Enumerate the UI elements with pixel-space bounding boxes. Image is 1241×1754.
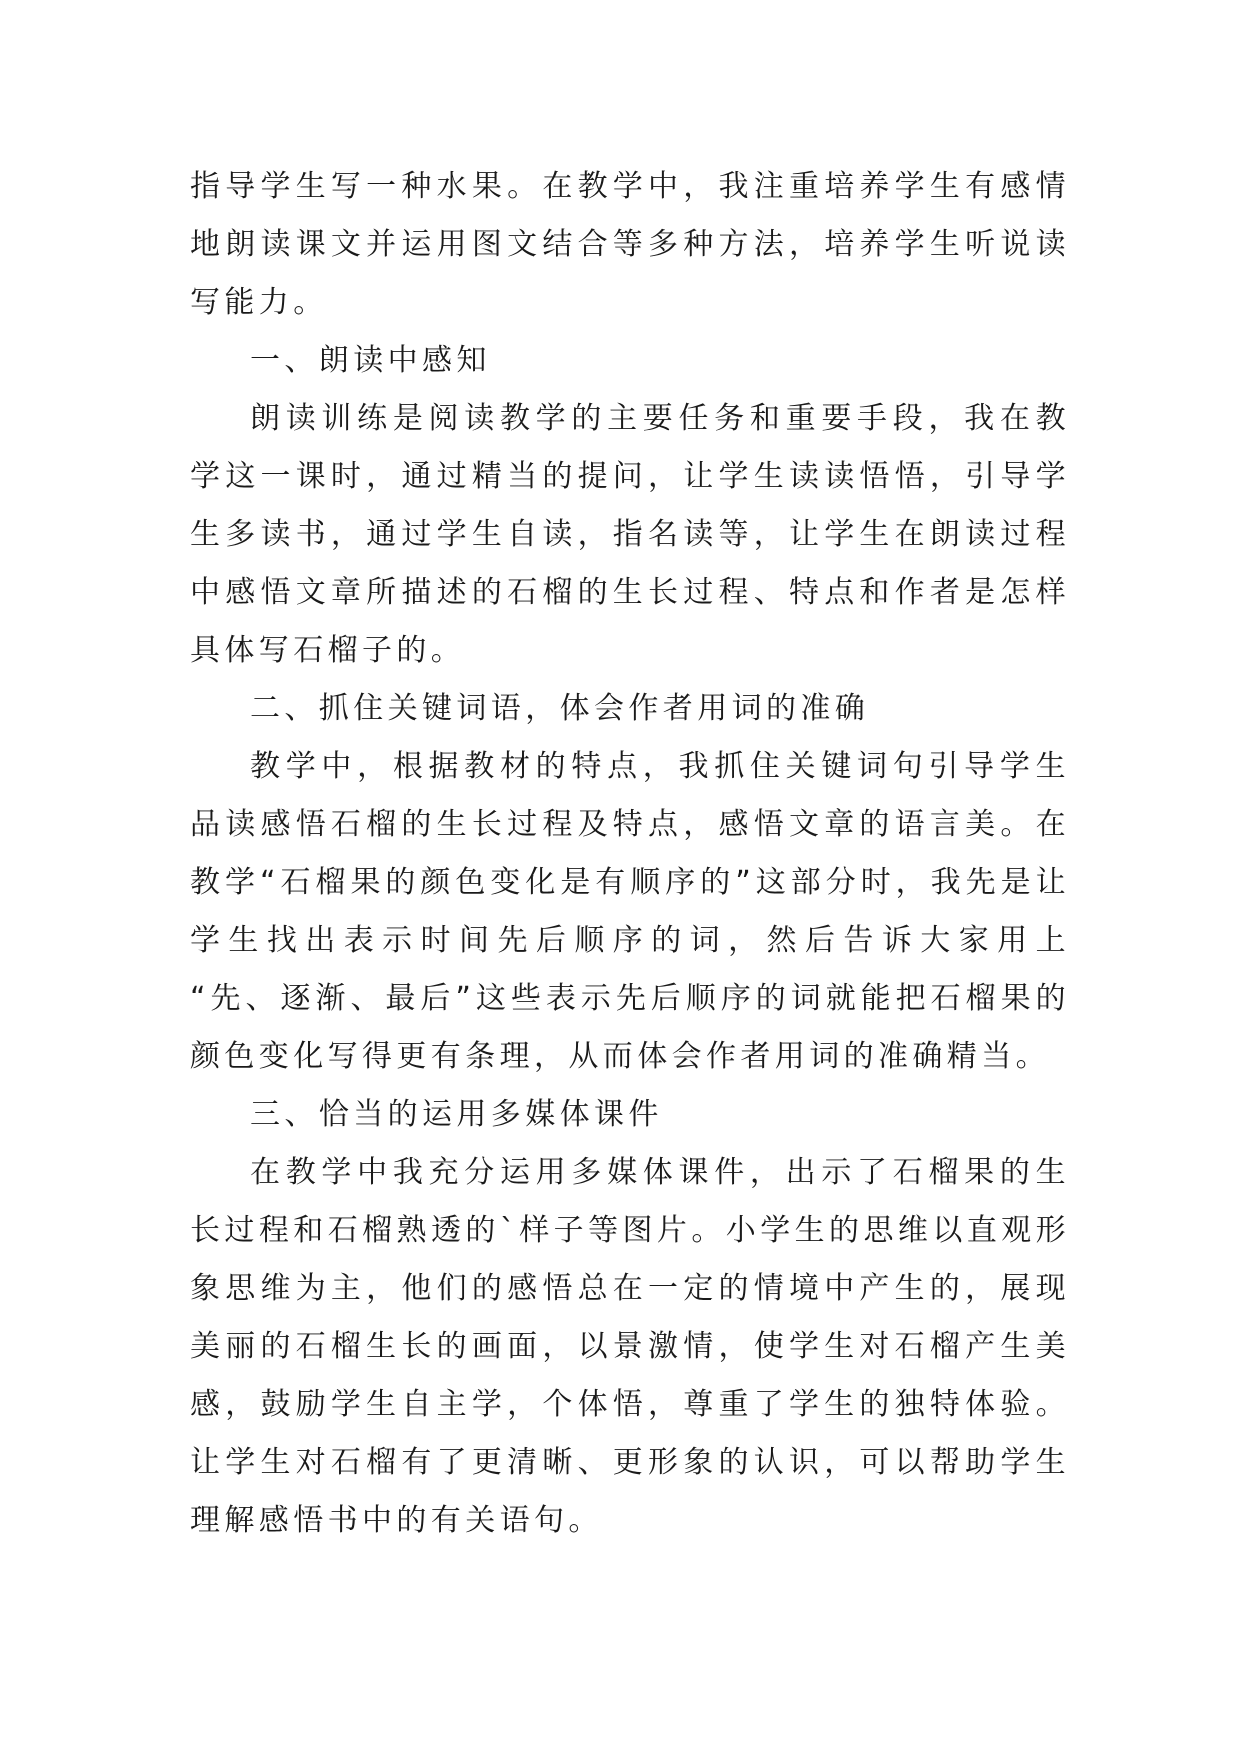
heading-section-1: 一、朗读中感知 bbox=[250, 343, 491, 378]
paragraph-intro-continuation: 指导学生写一种水果。在教学中，我注重培养学生有感情地朗读课文并运用图文结合等多种方法，培养学生听说读写能力。 bbox=[190, 169, 1070, 320]
paragraph-section-2: 教学中，根据教材的特点，我抓住关键词句引导学生品读感悟石榴的生长过程及特点，感悟文章的语言美。在教学“石榴果的颜色变化是有顺序的”这部分时，我先是让学生找出表示时间先后顺序的词，然后告诉大家用上 “先、逐渐、最后”这些表示先后顺序的词就能把石榴果的颜色变化写得更有条理，从而体会作者用词的准确精当。 bbox=[190, 749, 1070, 1074]
document-body bbox=[190, 158, 1070, 1550]
paragraph-section-3: 在教学中我充分运用多媒体课件，出示了石榴果的生长过程和石榴熟透的`样子等图片。小学生的思维以直观形象思维为主，他们的感悟总在一定的情境中产生的，展现美丽的石榴生长的画面，以景激情，使学生对石榴产生美感，鼓励学生自主学，个体悟，尊重了学生的独特体验。让学生对石榴有了更清晰、更形象的认识，可以帮助学生理解感悟书中的有关语句。 bbox=[190, 1155, 1070, 1538]
paragraph-section-1: 朗读训练是阅读教学的主要任务和重要手段，我在教学这一课时，通过精当的提问，让学生读读悟悟，引导学生多读书，通过学生自读，指名读等，让学生在朗读过程中感悟文章所描述的石榴的生长过程、特点和作者是怎样具体写石榴子的。 bbox=[190, 401, 1070, 668]
heading-section-3: 三、恰当的运用多媒体课件 bbox=[250, 1097, 663, 1132]
heading-section-2: 二、抓住关键词语，体会作者用词的准确 bbox=[250, 691, 870, 726]
